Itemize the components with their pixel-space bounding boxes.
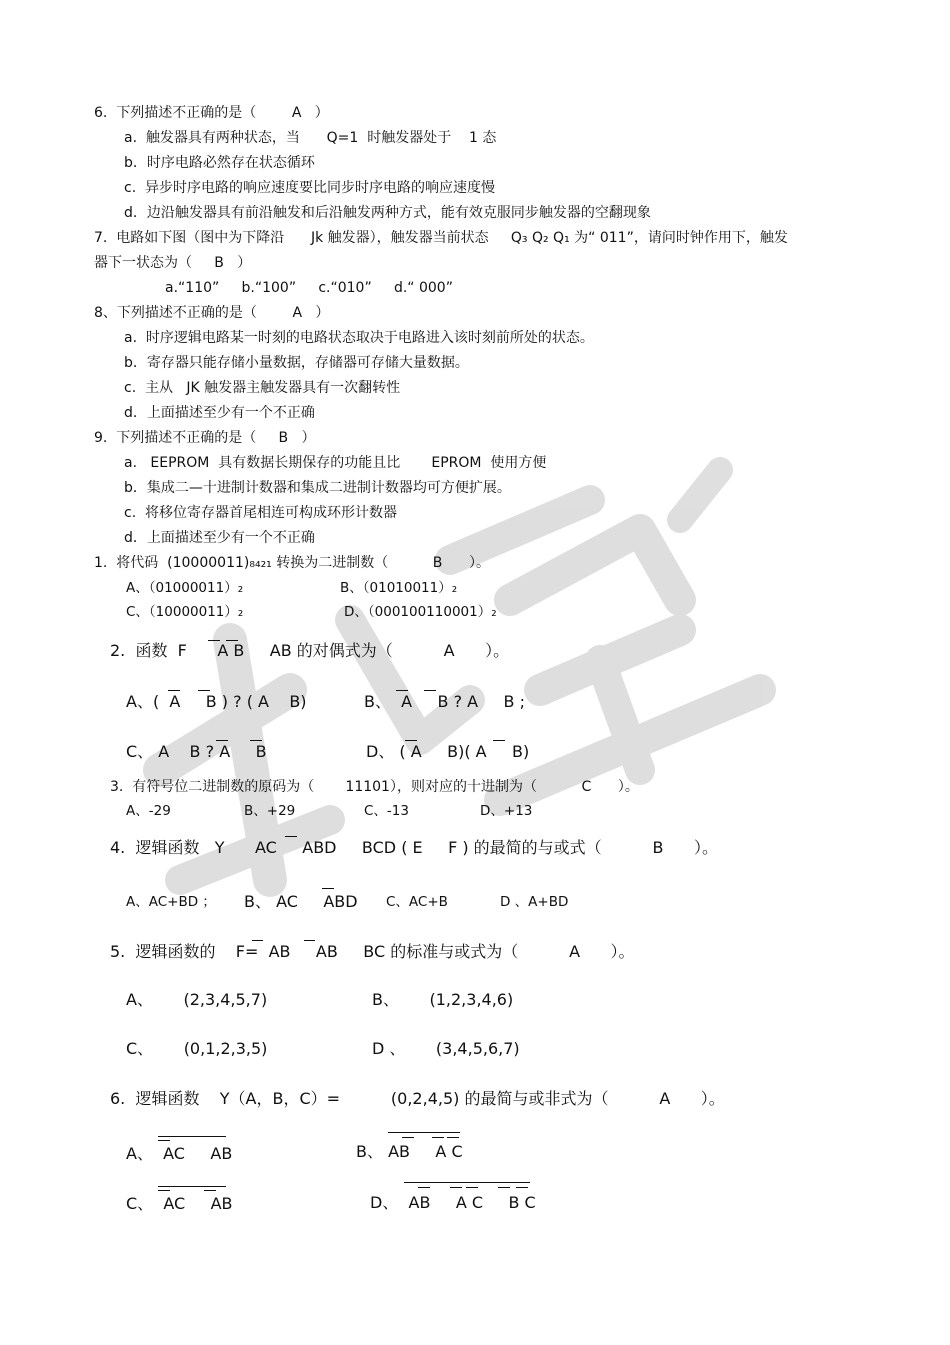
overline — [498, 1187, 510, 1188]
option-b: B、 A B ? A B ; — [364, 692, 525, 711]
option-d: D、+13 — [480, 803, 533, 819]
overline — [250, 740, 262, 741]
option-c: C、 (0,1,2,3,5) — [126, 1039, 268, 1058]
option-d: D 、 (3,4,5,6,7) — [372, 1039, 520, 1058]
option-c: C、AC+B — [386, 894, 448, 910]
overline — [424, 690, 436, 691]
overline — [252, 940, 263, 941]
overline — [493, 740, 505, 741]
overline — [516, 1187, 528, 1188]
overline — [466, 1187, 478, 1188]
option-a: a. EEPROM 具有数据长期保存的功能且比 EPROM 使用方便 — [124, 455, 547, 471]
overline — [158, 1190, 170, 1191]
option-b: B、+29 — [244, 803, 296, 819]
option-c: C、（10000011）₂ — [126, 604, 244, 620]
option-d: D、 ( A B)( A B) — [366, 742, 530, 761]
overline — [304, 940, 315, 941]
option-b: B、 AC ABD — [244, 892, 358, 911]
overline — [447, 1137, 459, 1138]
option-a: a. 时序逻辑电路某一时刻的电路状态取决于电路进入该时刻前所处的状态。 — [124, 330, 594, 346]
option-a: a. 触发器具有两种状态，当 Q=1 时触发器处于 1 态 — [124, 130, 497, 146]
question-7-stem-continued: 器下一状态为（ B ） — [94, 255, 252, 271]
question-8-stem: 8、下列描述不正确的是（ A ） — [94, 305, 330, 321]
question-6-stem: 6. 逻辑函数 Y（A，B，C）= (0,2,4,5) 的最简与或非式为（ A ）。 — [110, 1089, 725, 1108]
option-c: c. 主从 JK 触发器主触发器具有一次翻转性 — [124, 380, 401, 396]
option-d: D、（000100110001）₂ — [344, 604, 497, 620]
overline — [432, 1137, 444, 1138]
question-6-stem: 6. 下列描述不正确的是（ A ） — [94, 105, 329, 121]
option-b: b．时序电路必然存在状态循环 — [124, 155, 315, 171]
option-a: A、（01000011）₂ — [126, 580, 244, 596]
option-a: A、 (2,3,4,5,7) — [126, 990, 268, 1009]
overline — [405, 740, 417, 741]
overline — [204, 1190, 216, 1191]
overline — [168, 690, 180, 691]
option-a: A、AC+BD ； — [126, 894, 216, 910]
overline — [402, 1137, 414, 1138]
question-7-stem: 7. 电路如下图（图中为下降沿 Jk 触发器），触发器当前状态 Q₃ Q₂ Q₁ 为“ 011”，请问时钟作用下，触发 — [94, 230, 788, 246]
option-c: c. 将移位寄存器首尾相连可构成环形计数器 — [124, 505, 398, 521]
option-d: D 、A+BD — [500, 894, 569, 910]
option-d: d．上面描述至少有一个不正确 — [124, 405, 315, 421]
overline — [285, 836, 297, 837]
overline — [158, 1136, 226, 1137]
overline — [450, 1187, 462, 1188]
question-4-stem: 4. 逻辑函数 Y AC ABD BCD ( E F ) 的最简的与或式（ B ）。 — [110, 838, 719, 857]
option-d: d．边沿触发器具有前沿触发和后沿触发两种方式，能有效克服同步触发器的空翻现象 — [124, 205, 651, 221]
option-b: B、 AB A C — [356, 1142, 463, 1161]
overline — [322, 888, 334, 889]
overline — [208, 640, 220, 641]
option-c: C、 A B ? A B — [126, 742, 267, 761]
option-a: A、 AC AB — [126, 1144, 233, 1163]
overline — [388, 1132, 460, 1133]
option-c: C、-13 — [364, 803, 409, 819]
option-b: B、（01010011）₂ — [340, 580, 458, 596]
option-d: d．上面描述至少有一个不正确 — [124, 530, 315, 546]
option-b: b．寄存器只能存储小量数据，存储器可存储大量数据。 — [124, 355, 469, 371]
option-a: A、( A B ) ? ( A B) — [126, 692, 307, 711]
option-b: b．集成二—十进制计数器和集成二进制计数器均可方便扩展。 — [124, 480, 511, 496]
option-c: C、 AC AB — [126, 1194, 233, 1213]
question-2-stem: 2. 函数 F A B AB 的对偶式为（ A ）。 — [110, 641, 510, 660]
question-5-stem: 5. 逻辑函数的 F= AB AB BC 的标准与或式为（ A ）。 — [110, 942, 635, 961]
overline — [418, 1187, 430, 1188]
overline — [226, 640, 238, 641]
overline — [404, 1182, 530, 1183]
question-3-stem: 3. 有符号位二进制数的原码为（ 11101），则对应的十进制为（ C ）。 — [110, 779, 639, 795]
overline — [158, 1186, 226, 1187]
overline — [396, 690, 408, 691]
option-c: c. 异步时序电路的响应速度要比同步时序电路的响应速度慢 — [124, 180, 496, 196]
option-a: A、-29 — [126, 803, 171, 819]
option-d: D、 AB A C B C — [370, 1193, 536, 1212]
overline — [216, 740, 228, 741]
question-7-options: a.“110” b.“100” c.“010” d.“ 000” — [165, 280, 453, 296]
option-b: B、 (1,2,3,4,6) — [372, 990, 514, 1009]
question-1-stem: 1. 将代码 (10000011)₈₄₂₁ 转换为二进制数（ B ）。 — [94, 555, 491, 571]
overline — [198, 690, 210, 691]
overline — [158, 1140, 170, 1141]
question-9-stem: 9. 下列描述不正确的是（ B ） — [94, 430, 316, 446]
